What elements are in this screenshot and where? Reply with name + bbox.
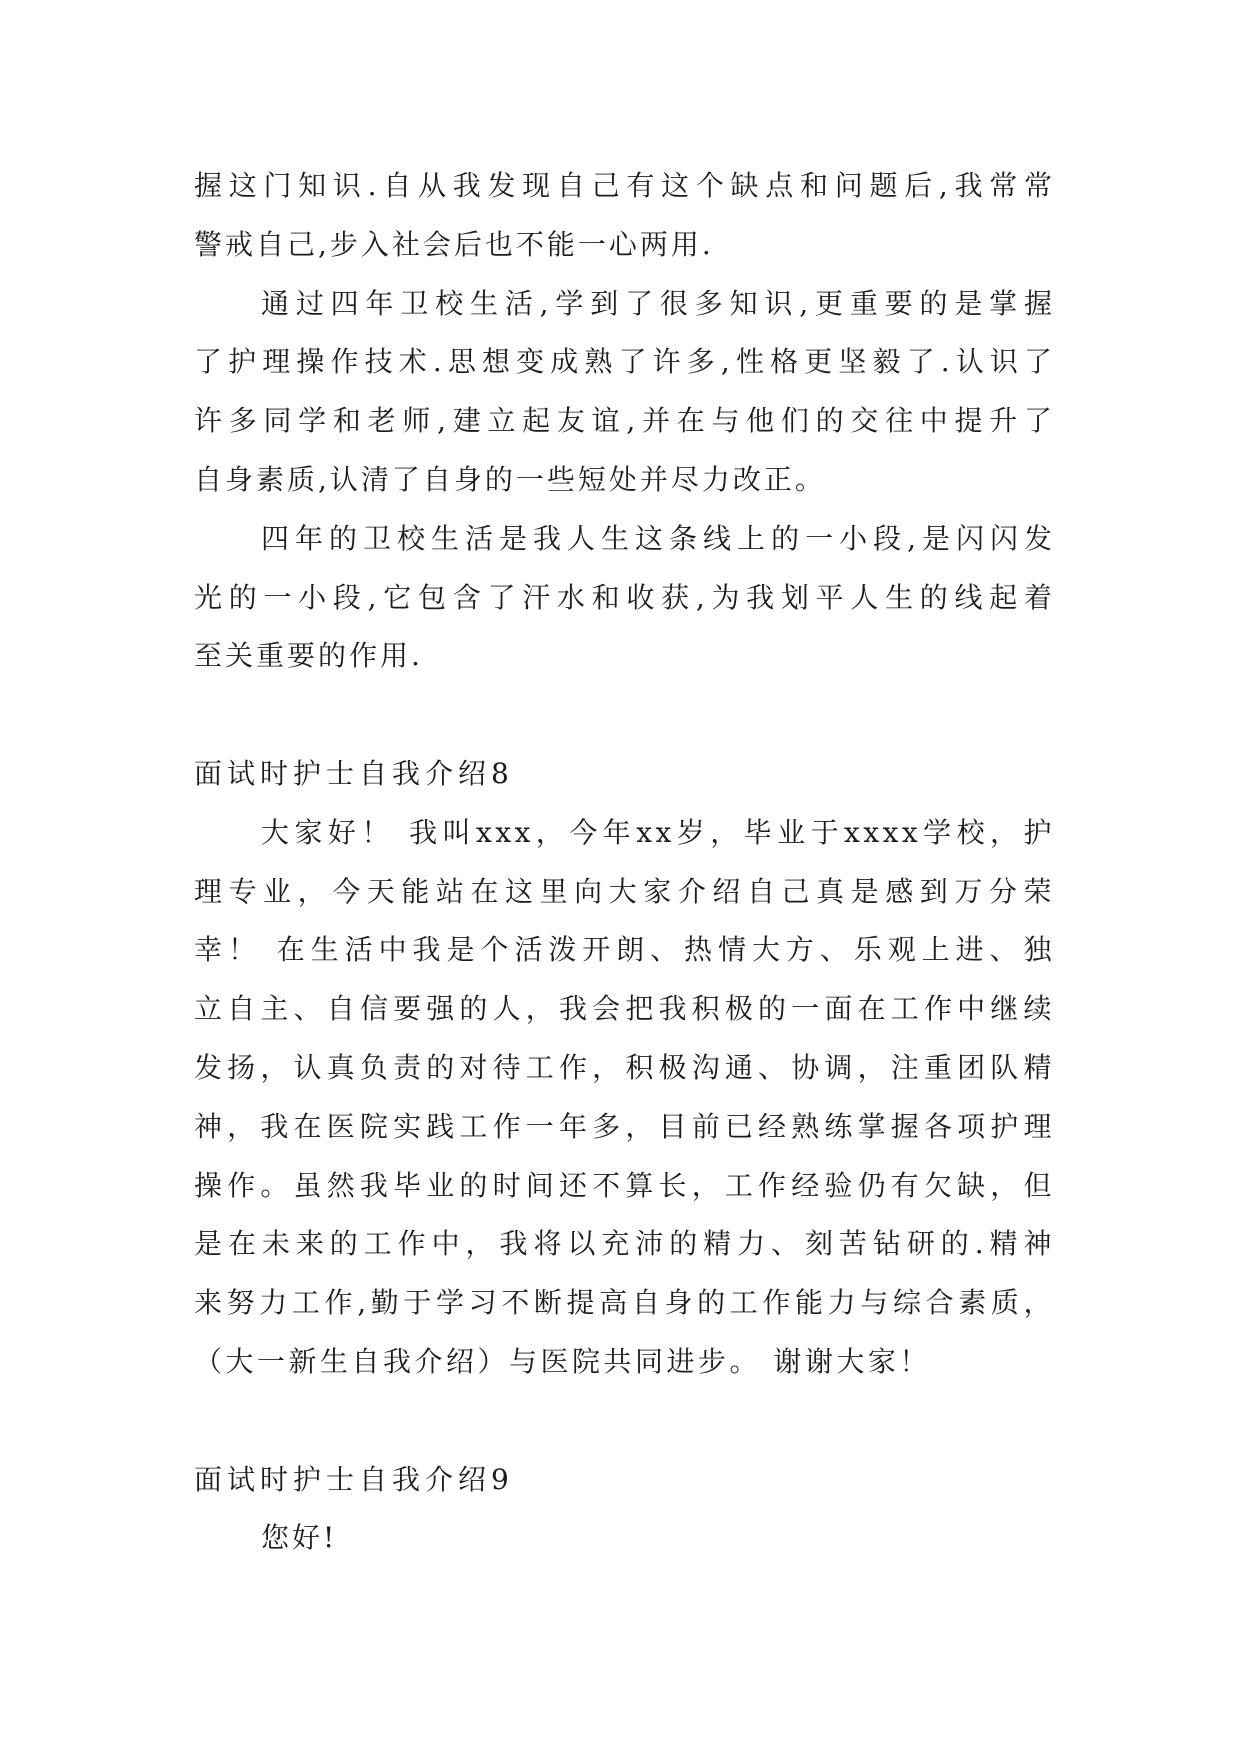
text-line: 来努力工作,勤于学习不断提高自身的工作能力与综合素质， [194,1286,1055,1320]
section-heading: 面试时护士自我介绍9 [194,1462,514,1496]
text-line: 立自主、自信要强的人，我会把我积极的一面在工作中继续 [194,992,1055,1026]
text-line: 通过四年卫校生活,学到了很多知识,更重要的是掌握 [261,286,1055,320]
text-line: （大一新生自我介绍）与医院共同进步。 谢谢大家！ [194,1344,931,1378]
document-body [194,157,1055,1568]
text-line: 握这门知识.自从我发现自己有这个缺点和问题后,我常常 [194,169,1055,202]
text-line: 操作。虽然我毕业的时间还不算长，工作经验仍有欠缺，但 [194,1168,1055,1202]
text-line: 四年的卫校生活是我人生这条线上的一小段,是闪闪发 [261,521,1055,555]
text-line: 神，我在医院实践工作一年多，目前已经熟练掌握各项护理 [194,1109,1055,1143]
paragraph-gap [194,1392,1055,1451]
text-line: 发扬，认真负责的对待工作，积极沟通、协调，注重团队精 [194,1050,1055,1084]
text-line: 自身素质,认清了自身的一些短处并尽力改正。 [194,462,826,496]
section-heading: 面试时护士自我介绍8 [194,756,514,790]
paragraph-gap [194,686,1055,745]
text-line: 许多同学和老师,建立起友谊,并在与他们的交往中提升了 [194,404,1055,438]
text-line: 警戒自己,步入社会后也不能一心两用. [194,227,714,261]
text-line: 是在未来的工作中，我将以充沛的精力、刻苦钻研的.精神 [194,1227,1055,1261]
text-line: 光的一小段,它包含了汗水和收获,为我划平人生的线起着 [194,580,1055,614]
text-line: 大家好！ 我叫xxx，今年xx岁，毕业于xxxx学校，护 [261,815,1055,849]
text-line: 幸！ 在生活中我是个活泼开朗、热情大方、乐观上进、独 [194,933,1055,967]
text-line: 了护理操作技术.思想变成熟了许多,性格更坚毅了.认识了 [194,345,1055,379]
text-line: 至关重要的作用. [194,639,423,673]
text-line: 理专业，今天能站在这里向大家介绍自己真是感到万分荣 [194,874,1055,908]
section-8-body [194,804,1055,1392]
text-line: 您好! [261,1521,338,1555]
